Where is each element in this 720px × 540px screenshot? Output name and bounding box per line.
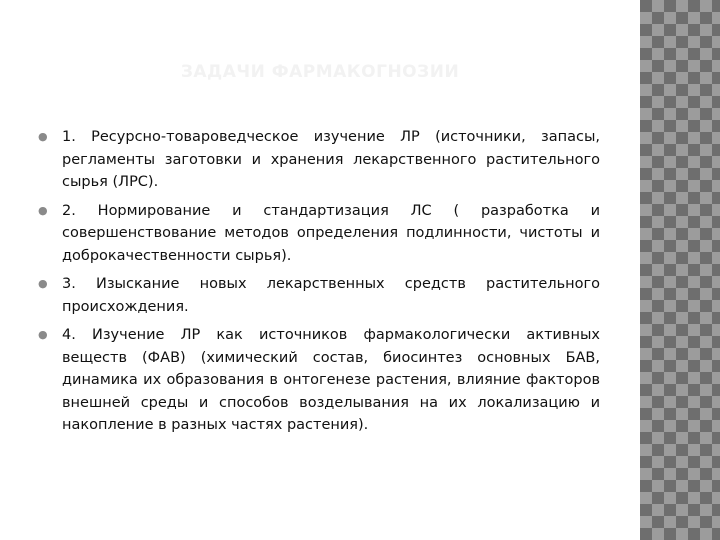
- decorative-pattern-strip: [640, 0, 720, 540]
- bullet-icon: ●: [38, 130, 48, 143]
- list-item-text: 3. Изыскание новых лекарственных средств растительного происхождения.: [62, 276, 600, 315]
- list-item-text: 1. Ресурсно-товароведческое изучение ЛР (источники, запасы, регламенты заготовки и хранения лекарственного растительного сырья (ЛРС).: [62, 129, 600, 190]
- list-item: [38, 200, 600, 268]
- bullet-icon: ●: [38, 277, 48, 290]
- list-item: [38, 126, 600, 194]
- bullet-list: [38, 126, 600, 443]
- bullet-icon: ●: [38, 203, 48, 217]
- bullet-icon: ●: [38, 328, 48, 341]
- list-item: [38, 273, 600, 318]
- list-item-text: 4. Изучение ЛР как источников фармакологически активных веществ (ФАВ) (химический состав, биосинтез основных БАВ, динамика их образования в онтогенезе растения, влияние факторов внешней среды и способов возделывания на их локализацию и накопление в разных частях растения).: [62, 327, 600, 433]
- slide-title: ЗАДАЧИ ФАРМАКОГНОЗИИ: [180, 62, 460, 82]
- list-item-text: 2. Нормирование и стандартизация ЛС ( разработка и совершенствование методов определения подлинности, чистоты и доброкачественности сырья).: [62, 202, 600, 264]
- list-item: [38, 324, 600, 437]
